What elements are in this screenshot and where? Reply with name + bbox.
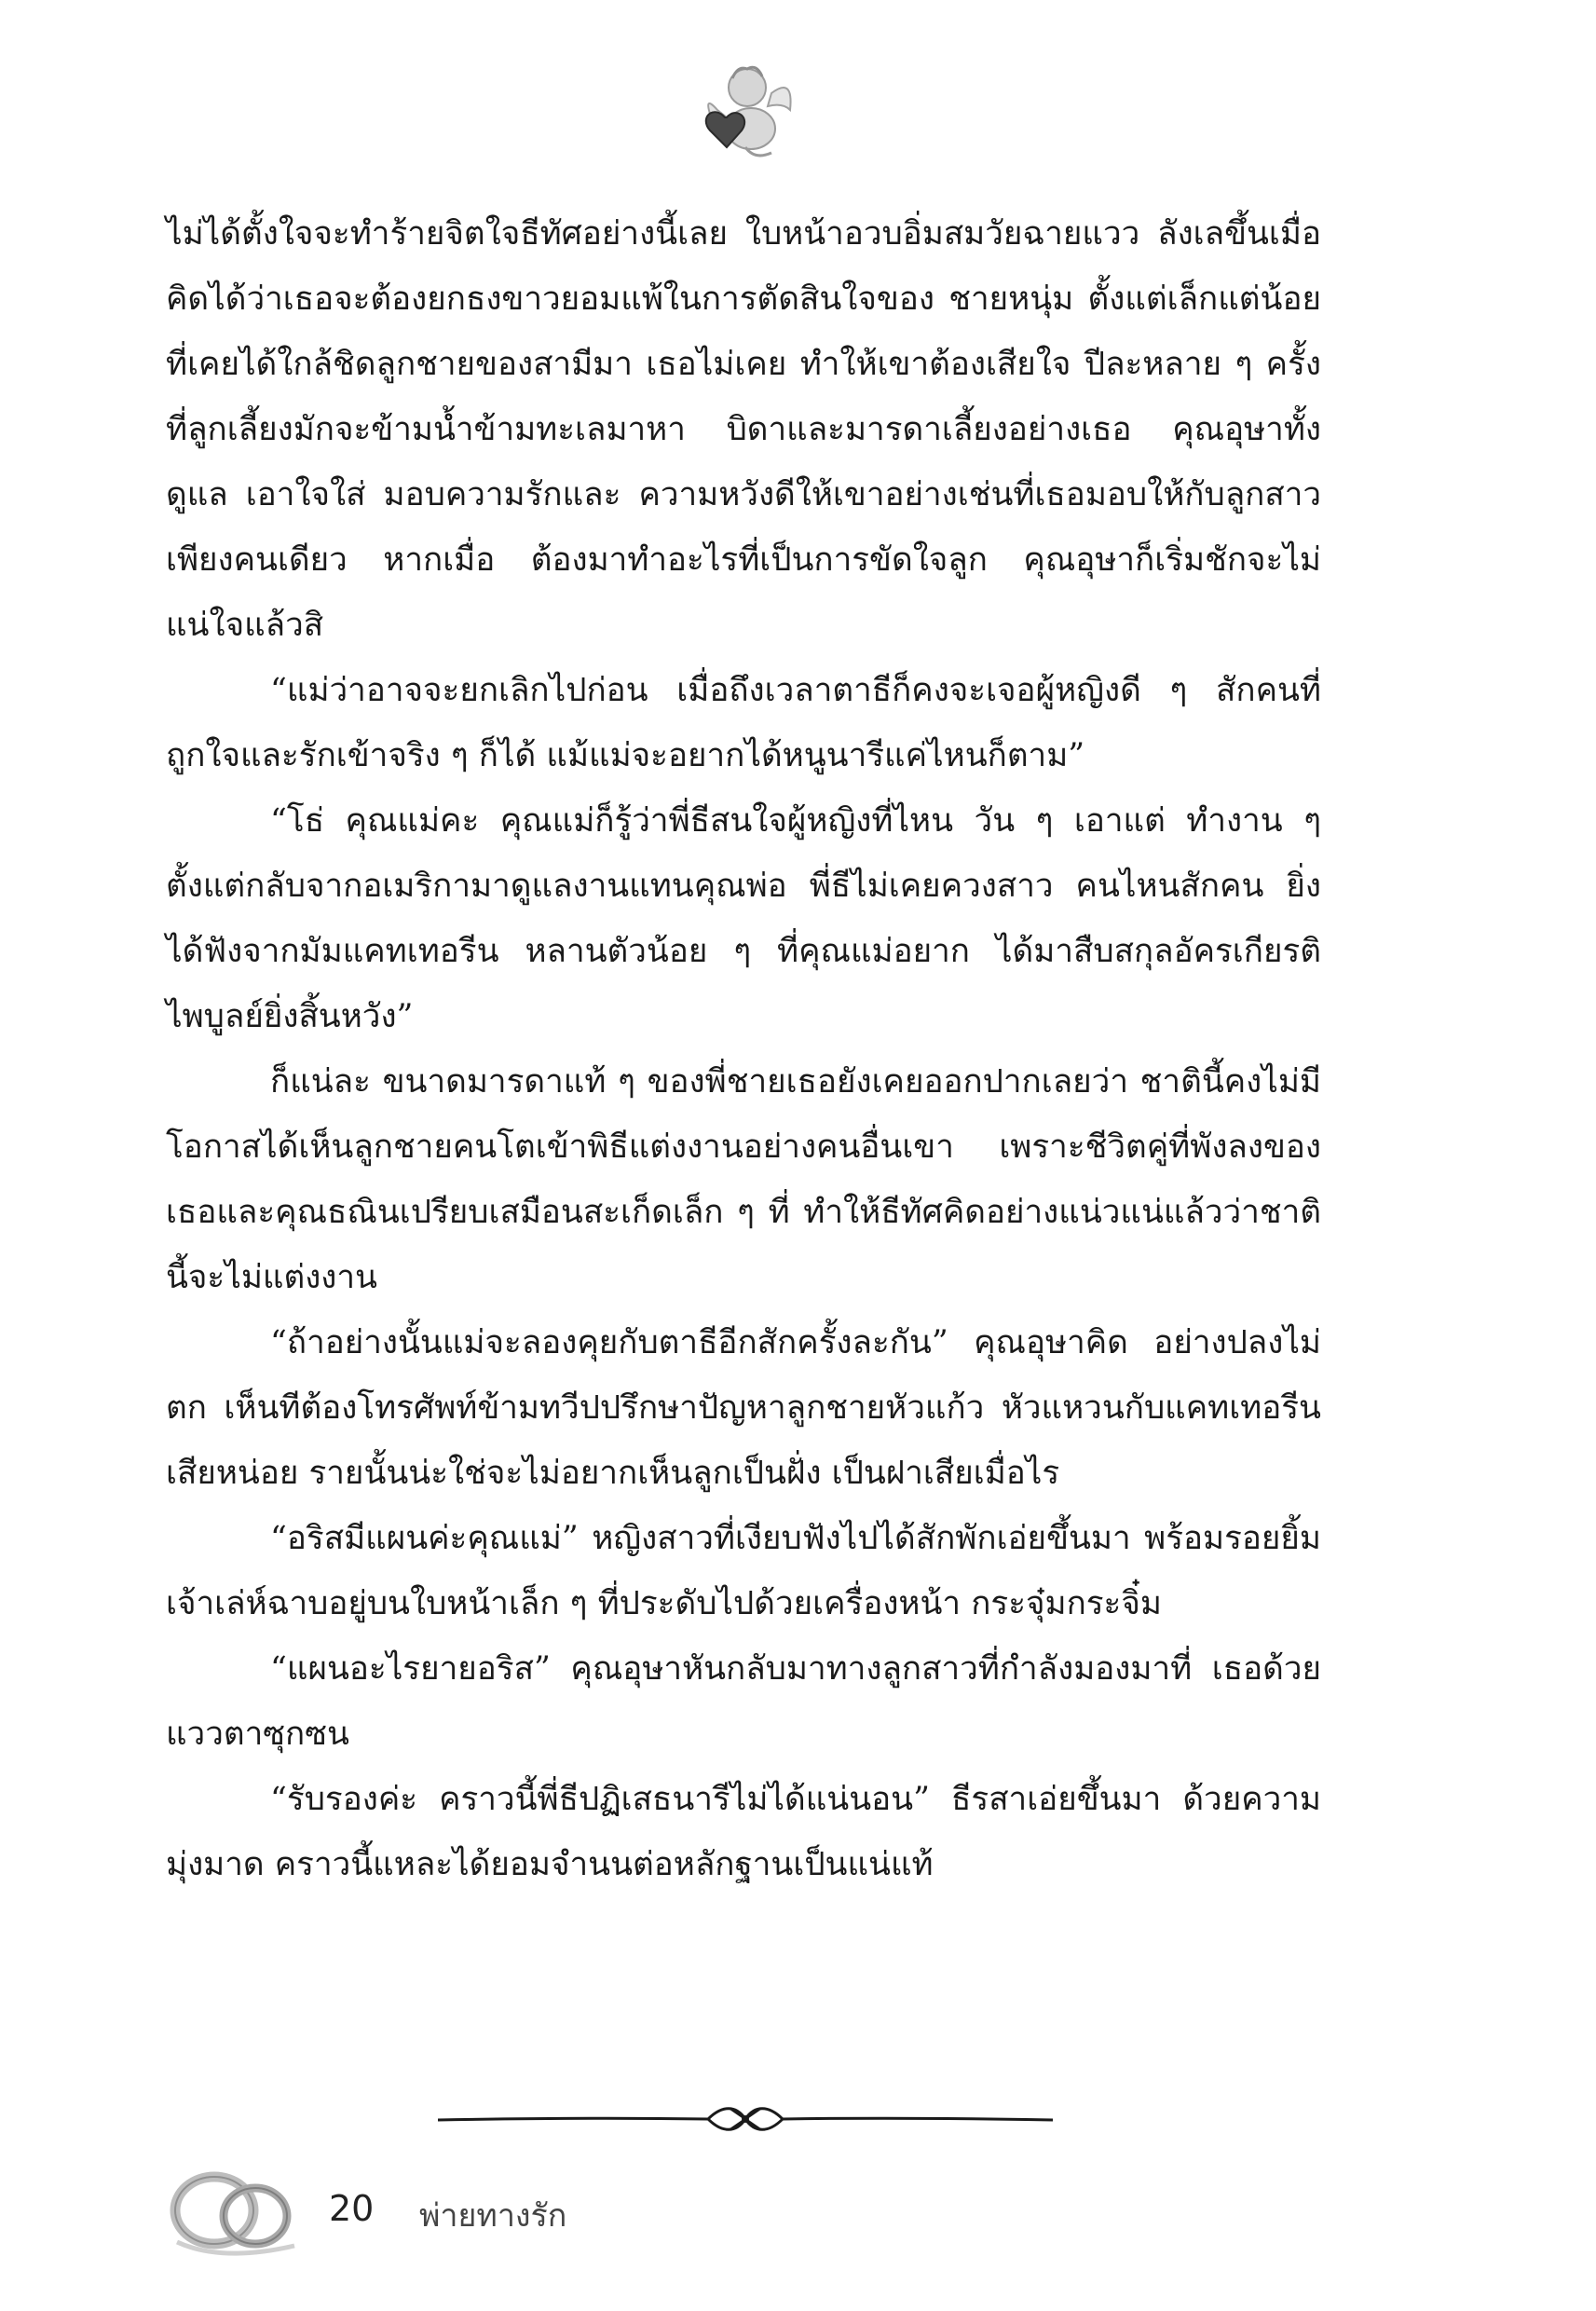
page-number: 20 (329, 2188, 375, 2229)
rings-icon (166, 2153, 306, 2264)
cherub-heart-icon (689, 56, 801, 168)
paragraph: “โธ่ คุณแม่คะ คุณแม่ก็รู้ว่าพี่ธีสนใจผู้หญิงที่ไหน วัน ๆ เอาแต่ ทำงาน ๆ ตั้งแต่กลับจากอเมริกามาดูแลงานแทนคุณพ่อ พี่ธีไม่เคยควงสาว คนไหนสักคน ยิ่งได้ฟังจากมัมแคทเทอรีน หลานตัวน้อย ๆ ที่คุณแม่อยาก ได้มาสืบสกุลอัครเกียรติไพบูลย์ยิ่งสิ้นหวัง” (166, 802, 1321, 1035)
paragraph: “แผนอะไรยายอริส” คุณอุษาหันกลับมาทางลูกสาวที่กำลังมองมาที่ เธอด้วยแววตาซุกซน (166, 1650, 1321, 1753)
paragraph: “แม่ว่าอาจจะยกเลิกไปก่อน เมื่อถึงเวลาตาธีก็คงจะเจอผู้หญิงดี ๆ สักคนที่ถูกใจและรักเข้าจริง ๆ ก็ได้ แม้แม่จะอยากได้หนูนารีแค่ไหนก็ตาม” (166, 672, 1321, 774)
section-divider-icon (438, 2101, 1053, 2139)
paragraph: “ถ้าอย่างนั้นแม่จะลองคุยกับตาธีอีกสักครั้งละกัน” คุณอุษาคิด อย่างปลงไม่ตก เห็นทีต้องโทรศัพท์ข้ามทวีปปรึกษาปัญหาลูกชายหัวแก้ว หัวแหวนกับแคทเทอรีนเสียหน่อย รายนั้นน่ะใช่จะไม่อยากเห็นลูกเป็นฝั่ง เป็นฝาเสียเมื่อไร (166, 1324, 1321, 1492)
book-title: พ่ายทางรัก (419, 2197, 567, 2235)
body-text (166, 201, 1321, 1897)
paragraph: ก็แน่ละ ขนาดมารดาแท้ ๆ ของพี่ชายเธอยังเคยออกปากเลยว่า ชาตินี้คงไม่มีโอกาสได้เห็นลูกชายคนโตเข้าพิธีแต่งงานอย่างคนอื่นเขา เพราะชีวิตคู่ที่พังลงของเธอและคุณธณินเปรียบเสมือนสะเก็ดเล็ก ๆ ที่ ทำให้ธีทัศคิดอย่างแน่วแน่แล้วว่าชาตินี้จะไม่แต่งงาน (166, 1063, 1321, 1296)
paragraph: ไม่ได้ตั้งใจจะทำร้ายจิตใจธีทัศอย่างนี้เลย ใบหน้าอวบอิ่มสมวัยฉายแวว ลังเลขึ้นเมื่อคิดได้ว่าเธอจะต้องยกธงขาวยอมแพ้ในการตัดสินใจของ ชายหนุ่ม ตั้งแต่เล็กแต่น้อยที่เคยได้ใกล้ชิดลูกชายของสามีมา เธอไม่เคย ทำให้เขาต้องเสียใจ ปีละหลาย ๆ ครั้งที่ลูกเลี้ยงมักจะข้ามน้ำข้ามทะเลมาหา บิดาและมารดาเลี้ยงอย่างเธอ คุณอุษาทั้งดูแล เอาใจใส่ มอบความรักและ ความหวังดีให้เขาอย่างเช่นที่เธอมอบให้กับลูกสาวเพียงคนเดียว หากเมื่อ ต้องมาทำอะไรที่เป็นการขัดใจลูก คุณอุษาก็เริ่มชักจะไม่แน่ใจแล้วสิ (166, 215, 1321, 644)
paragraph: “อริสมีแผนค่ะคุณแม่” หญิงสาวที่เงียบฟังไปได้สักพักเอ่ยขึ้นมา พร้อมรอยยิ้มเจ้าเล่ห์ฉาบอยู่บนใบหน้าเล็ก ๆ ที่ประดับไปด้วยเครื่องหน้า กระจุ๋มกระจิ๋ม (166, 1520, 1321, 1622)
paragraph: “รับรองค่ะ คราวนี้พี่ธีปฏิเสธนารีไม่ได้แน่นอน” ธีรสาเอ่ยขึ้นมา ด้วยความมุ่งมาด คราวนี้แหละได้ยอมจำนนต่อหลักฐานเป็นแน่แท้ (166, 1781, 1321, 1883)
page-footer (166, 2153, 1004, 2264)
